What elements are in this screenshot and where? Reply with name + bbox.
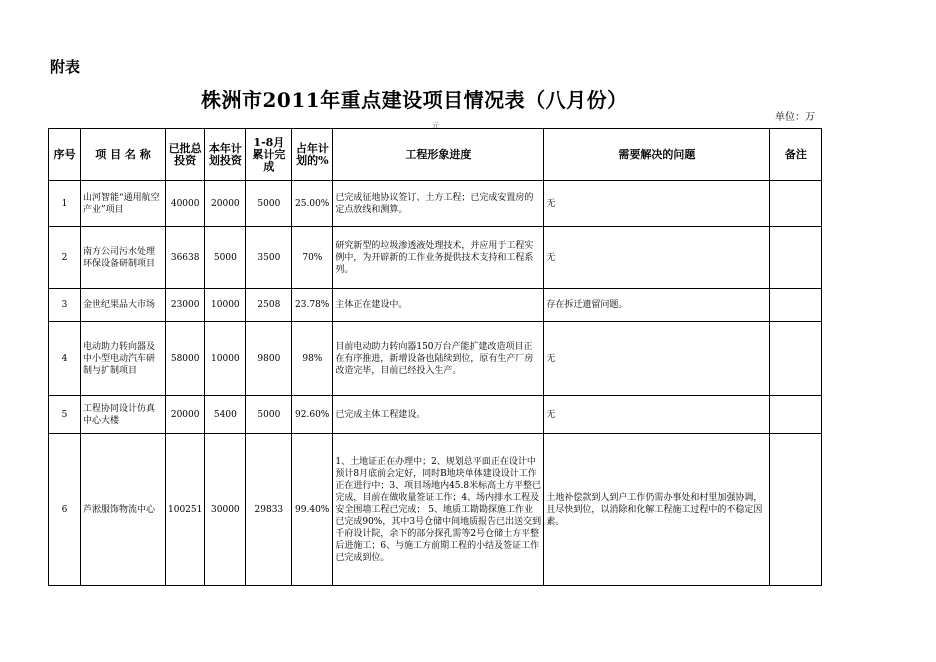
header-plan: 本年计划投资 — [205, 129, 246, 181]
cell-ratio: 25.00% — [292, 181, 333, 227]
cell-done: 5000 — [246, 396, 292, 434]
project-table — [48, 128, 822, 586]
table-row — [49, 181, 822, 227]
table-row — [49, 289, 822, 322]
cell-seq: 3 — [49, 289, 81, 322]
cell-plan: 10000 — [205, 322, 246, 396]
cell-plan: 5400 — [205, 396, 246, 434]
cell-remarks — [770, 289, 822, 322]
cell-seq: 6 — [49, 434, 81, 586]
cell-plan: 20000 — [205, 181, 246, 227]
table-row — [49, 322, 822, 396]
cell-progress: 目前电动助力转向器150万台产能扩建改造项目正在有序推进，新增设备也陆续到位，原有生产厂房改造完毕，目前已经投入生产。 — [333, 322, 544, 396]
cell-ratio: 92.60% — [292, 396, 333, 434]
header-approved: 已批总投资 — [166, 129, 205, 181]
page-title: 株洲市2011年重点建设项目情况表（八月份） — [201, 88, 628, 112]
cell-name: 芦淞服饰物流中心 — [81, 434, 166, 586]
cell-ratio: 70% — [292, 227, 333, 289]
table-row — [49, 434, 822, 586]
cell-issues: 无 — [544, 181, 770, 227]
cell-ratio: 23.78% — [292, 289, 333, 322]
cell-done: 2508 — [246, 289, 292, 322]
cell-ratio: 99.40% — [292, 434, 333, 586]
unit-label-fragment: 元 — [432, 122, 439, 130]
cell-issues: 无 — [544, 322, 770, 396]
cell-remarks — [770, 322, 822, 396]
header-ratio: 占年计划的% — [292, 129, 333, 181]
cell-name: 南方公司污水处理环保设备研制项目 — [81, 227, 166, 289]
table-row — [49, 227, 822, 289]
header-seq: 序号 — [49, 129, 81, 181]
cell-seq: 1 — [49, 181, 81, 227]
cell-plan: 30000 — [205, 434, 246, 586]
cell-plan: 5000 — [205, 227, 246, 289]
cell-approved: 100251 — [166, 434, 205, 586]
cell-name: 工程协同设计仿真中心大楼 — [81, 396, 166, 434]
cell-issues: 土地补偿款到人到户工作仍需办事处和村里加强协调，且尽快到位，以消除和化解工程施工过程中的不稳定因素。 — [544, 434, 770, 586]
cell-issues: 无 — [544, 227, 770, 289]
cell-name: 电动助力转向器及中小型电动汽车研制与扩制项目 — [81, 322, 166, 396]
cell-approved: 40000 — [166, 181, 205, 227]
header-name: 项 目 名 称 — [81, 129, 166, 181]
cell-done: 5000 — [246, 181, 292, 227]
cell-name: 金世纪果品大市场 — [81, 289, 166, 322]
cell-progress: 主体正在建设中。 — [333, 289, 544, 322]
header-progress: 工程形象进度 — [333, 129, 544, 181]
header-remarks: 备注 — [770, 129, 822, 181]
cell-done: 3500 — [246, 227, 292, 289]
table-row — [49, 396, 822, 434]
unit-label: 单位：万 — [775, 112, 815, 123]
cell-issues: 存在拆迁遗留问题。 — [544, 289, 770, 322]
cell-ratio: 98% — [292, 322, 333, 396]
attachment-label: 附表 — [50, 58, 81, 76]
cell-plan: 10000 — [205, 289, 246, 322]
header-done: 1-8月累计完成 — [246, 129, 292, 181]
cell-progress: 已完成征地协议签订、土方工程；已完成安置房的定点放线和测算。 — [333, 181, 544, 227]
cell-approved: 58000 — [166, 322, 205, 396]
cell-remarks — [770, 434, 822, 586]
cell-approved: 23000 — [166, 289, 205, 322]
cell-progress: 1、土地证正在办理中；2、规划总平面正在设计中预计8月底前会定好，同时B地块单体建设设计工作正在进行中；3、项目场地内45.8米标高土方平整已完成，目前在做收量签证工作；4、场内排水工程及安全围墙工程已完成； 5、地质工勘勘探施工作业已完成90%，其中3号仓储中间地质报告已出送交到千府设计院，余下的部分探孔需等2号仓储土方平整后进施工；6、与施工方前期工程的小结及签证工作已完成到位。 — [333, 434, 544, 586]
cell-approved: 20000 — [166, 396, 205, 434]
cell-progress: 研究新型的垃圾渗透液处理技术，并应用于工程实例中，为开辟新的工作业务提供技术支持和工程系列。 — [333, 227, 544, 289]
cell-approved: 36638 — [166, 227, 205, 289]
cell-name: 山河智能“通用航空产业”项目 — [81, 181, 166, 227]
cell-seq: 4 — [49, 322, 81, 396]
cell-done: 29833 — [246, 434, 292, 586]
cell-progress: 已完成主体工程建设。 — [333, 396, 544, 434]
cell-seq: 5 — [49, 396, 81, 434]
cell-remarks — [770, 181, 822, 227]
header-row — [49, 129, 822, 181]
header-issues: 需要解决的问题 — [544, 129, 770, 181]
cell-remarks — [770, 396, 822, 434]
cell-done: 9800 — [246, 322, 292, 396]
cell-remarks — [770, 227, 822, 289]
cell-issues: 无 — [544, 396, 770, 434]
cell-seq: 2 — [49, 227, 81, 289]
